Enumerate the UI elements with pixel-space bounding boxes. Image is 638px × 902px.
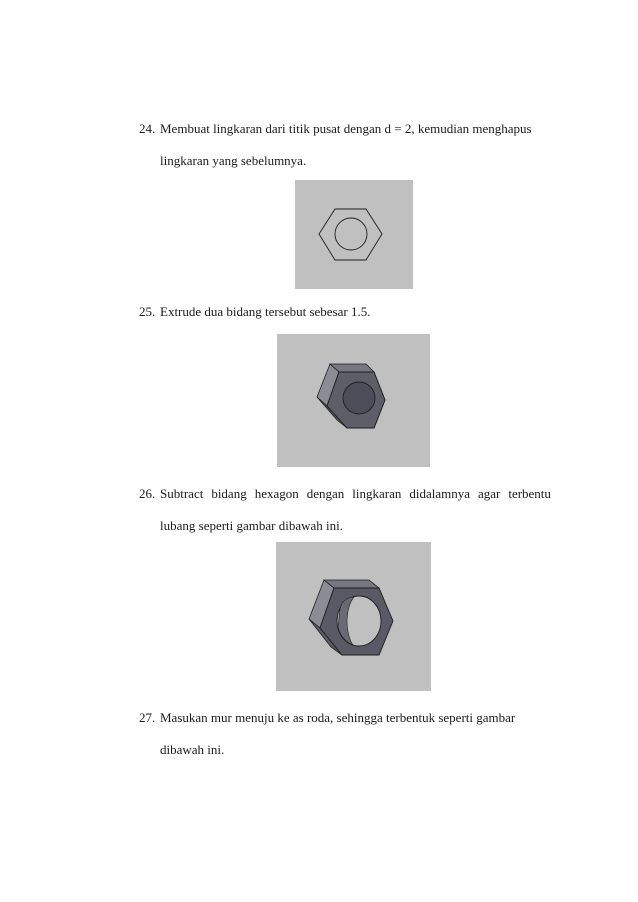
- word: dengan: [306, 486, 345, 501]
- figure-hexagon-circle-2d: [295, 180, 413, 289]
- hex-nut-drawing: [276, 542, 431, 691]
- step-text-line-1: Membuat lingkaran dari titik pusat dengan d = 2, kemudian menghapus: [160, 121, 532, 136]
- step-text-line-1: Masukan mur menuju ke as roda, sehingga terbentuk seperti gambar: [160, 710, 516, 725]
- word: lingkaran: [352, 486, 402, 501]
- word: terbentu: [508, 486, 551, 501]
- step-text-line-2: dibawah ini.: [160, 742, 225, 757]
- figure-extruded-hexagon: [277, 334, 430, 467]
- word: agar: [477, 486, 501, 501]
- word: bidang: [211, 486, 247, 501]
- word: hexagon: [254, 486, 299, 501]
- extruded-hexagon-drawing: [277, 334, 430, 467]
- step-text-line-2: lingkaran yang sebelumnya.: [160, 153, 307, 168]
- circle-outline: [335, 218, 367, 250]
- figure-hex-nut-with-hole: [276, 542, 431, 691]
- step-number: 26.: [139, 486, 156, 501]
- step-number: 25.: [139, 304, 156, 319]
- circle-face: [343, 382, 375, 414]
- hexagon-circle-drawing: [295, 180, 413, 289]
- step-number: 24.: [139, 121, 156, 136]
- step-text-line-1: Extrude dua bidang tersebut sebesar 1.5.: [160, 304, 371, 319]
- word: didalamnya: [409, 486, 470, 501]
- step-number: 27.: [139, 710, 156, 725]
- hexagon-outline: [319, 209, 382, 260]
- step-text-line-1: [160, 478, 551, 510]
- word: Subtract: [160, 486, 204, 501]
- step-text-line-2: lubang seperti gambar dibawah ini.: [160, 518, 344, 533]
- nut-side-top: [324, 580, 379, 588]
